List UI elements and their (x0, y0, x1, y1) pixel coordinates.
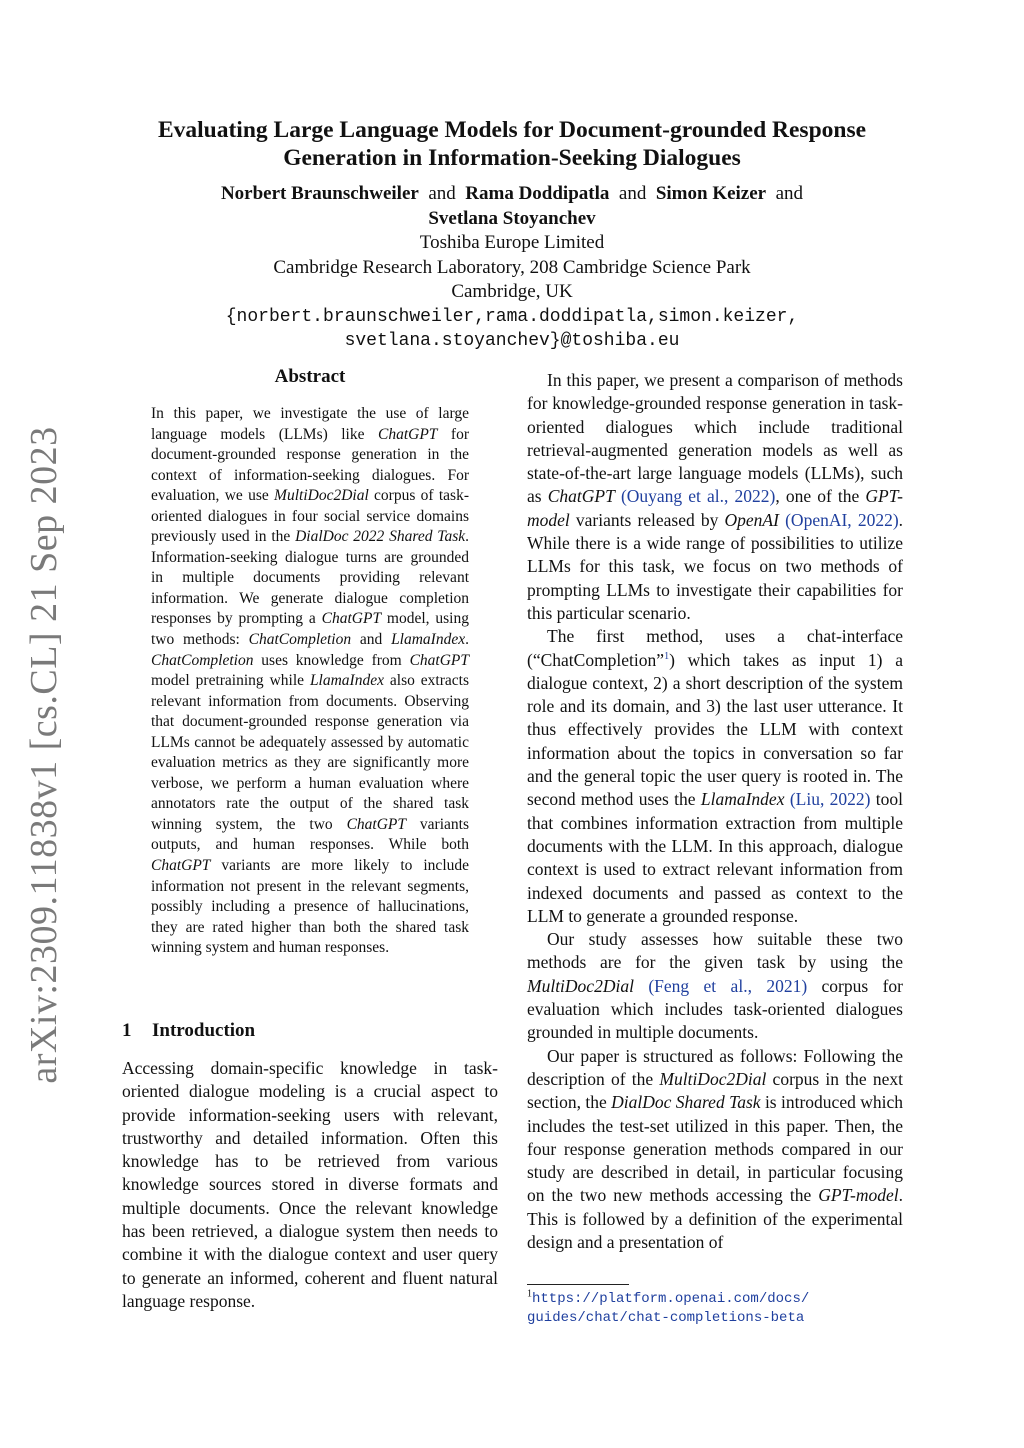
paragraph: Our paper is structured as follows: Following the description of the MultiDoc2Dial corpus in the next section, the DialDoc Shared Task is introduced which includes the test-set utilized in this paper. Then, the four response generation methods compared in our study are described in detail, in particular focusing on the two new methods accessing the GPT-model. This is followed by a definition of the experimental design and a presentation of (527, 1045, 903, 1252)
author-name: Svetlana Stoyanchev (428, 207, 596, 229)
author-name: Simon Keizer (655, 183, 767, 204)
footnote-url[interactable]: https://platform.openai.com/docs/ (532, 1291, 810, 1307)
citation-link[interactable]: (OpenAI, 2022) (785, 509, 899, 530)
abstract-heading: Abstract (274, 366, 346, 387)
footnote-number: 1 (527, 1288, 532, 1300)
citation-link[interactable]: (Liu, 2022) (789, 789, 871, 810)
footnote-marker[interactable]: 1 (664, 650, 670, 662)
section-heading: 1 Introduction (122, 1020, 256, 1041)
paragraph: In this paper, we present a comparison of methods for knowledge-grounded response generation in task-oriented dialogues which include traditional retrieval-augmented generation models as well as state-of-the-art large language models (LLMs), such as ChatGPT (Ouyang et al., 2022), one of the GPT-model variants released by OpenAI (OpenAI, 2022). While there is a wide range of possibilities to utilize LLMs for this task, we focus on two methods of prompting LLMs to investigate their capabilities for this particular scenario. (527, 370, 904, 623)
paragraph: Our study assesses how suitable these two methods are for the given task by using the MultiDoc2Dial (Feng et al., 2021) corpus for evaluation which includes task-oriented dialogues grounded in multiple documents. (527, 929, 903, 1043)
author-name: Rama Doddipatla (465, 183, 610, 204)
author-line: Norbert Braunschweiler and Rama Doddipatla and Simon Keizer and (220, 183, 804, 204)
author-name: Norbert Braunschweiler (220, 183, 419, 204)
affiliation-lab: Cambridge Research Laboratory, 208 Cambridge Science Park (273, 256, 751, 278)
citation-link[interactable]: (Ouyang et al., 2022) (620, 486, 776, 507)
paragraph: The first method, uses a chat-interface (“ChatCompletion”$^1$) which takes as input 1) a dialogue context, 2) a short description of the system role and its domain, and 3) the last user utterance. It thus effectively provides the LLM with context information about the topics in conversation so far and the general topic the user query is rooted in. The second method uses the LlamaIndex (Liu, 2022) tool that combines information extraction from multiple documents with the LLM. In this approach, dialogue context is used to extract relevant information from indexed documents and passed as context to the LLM to generate a grounded response. (527, 626, 904, 926)
abstract-body: In this paper, we investigate the use of large language models (LLMs) like ChatGPT for document-grounded response generation in the context of information-seeking dialogues. For evaluation, we use MultiDoc2Dial corpus of task-oriented dialogues in four social service domains previously used in the DialDoc 2022 Shared Task. Information-seeking dialogue turns are grounded in multiple documents providing relevant information. We generate dialogue completion responses by prompting a ChatGPT model, using two methods: ChatCompletion and LlamaIndex. ChatCompletion uses knowledge from ChatGPT model pretraining while LlamaIndex also extracts relevant information from documents. Observing that document-grounded response generation via LLMs cannot be adequately assessed by automatic evaluation metrics as they are significantly more verbose, we perform a human evaluation where annotators rate the output of the shared task winning system, the two ChatGPT variants outputs, and human responses. While both ChatGPT variants are more likely to include information not present in the relevant segments, possibly including a presence of hallucinations, they are rated higher than both the shared task winning system and human responses. (151, 405, 470, 957)
author-emails: {norbert.braunschweiler,rama.doddipatla,simon.keizer, (225, 306, 799, 327)
paper-title: Evaluating Large Language Models for Document-grounded Response Generation in Information-Seeking Dialogues (157, 117, 867, 171)
citation-link[interactable]: (Feng et al., 2021) (648, 975, 808, 996)
intro-paragraph-left: Accessing domain-specific knowledge in task-oriented dialogue modeling is a crucial aspect to provide information-seeking users with relevant, trustworthy and detailed information. Often this knowledge has to be retrieved from various knowledge sources stored in diverse formats and multiple documents. Once the relevant knowledge has been retrieved, a dialogue system then needs to combine it with the dialogue context and user query to generate an informed, coherent and fluent natural language response. (122, 1058, 498, 1311)
author-block (110, 182, 914, 354)
arxiv-identifier: arXiv:2309.11838v1 [cs.CL] 21 Sep 2023 (23, 426, 65, 1084)
footnote-url[interactable]: guides/chat/chat-completions-beta (527, 1310, 805, 1326)
author-emails: svetlana.stoyanchev}@toshiba.eu (344, 331, 680, 351)
affiliation-city: Cambridge, UK (451, 281, 573, 302)
intro-column-right (527, 369, 903, 1254)
footnote (527, 1290, 907, 1328)
footnote-divider (527, 1284, 629, 1285)
affiliation-org: Toshiba Europe Limited (419, 232, 605, 253)
